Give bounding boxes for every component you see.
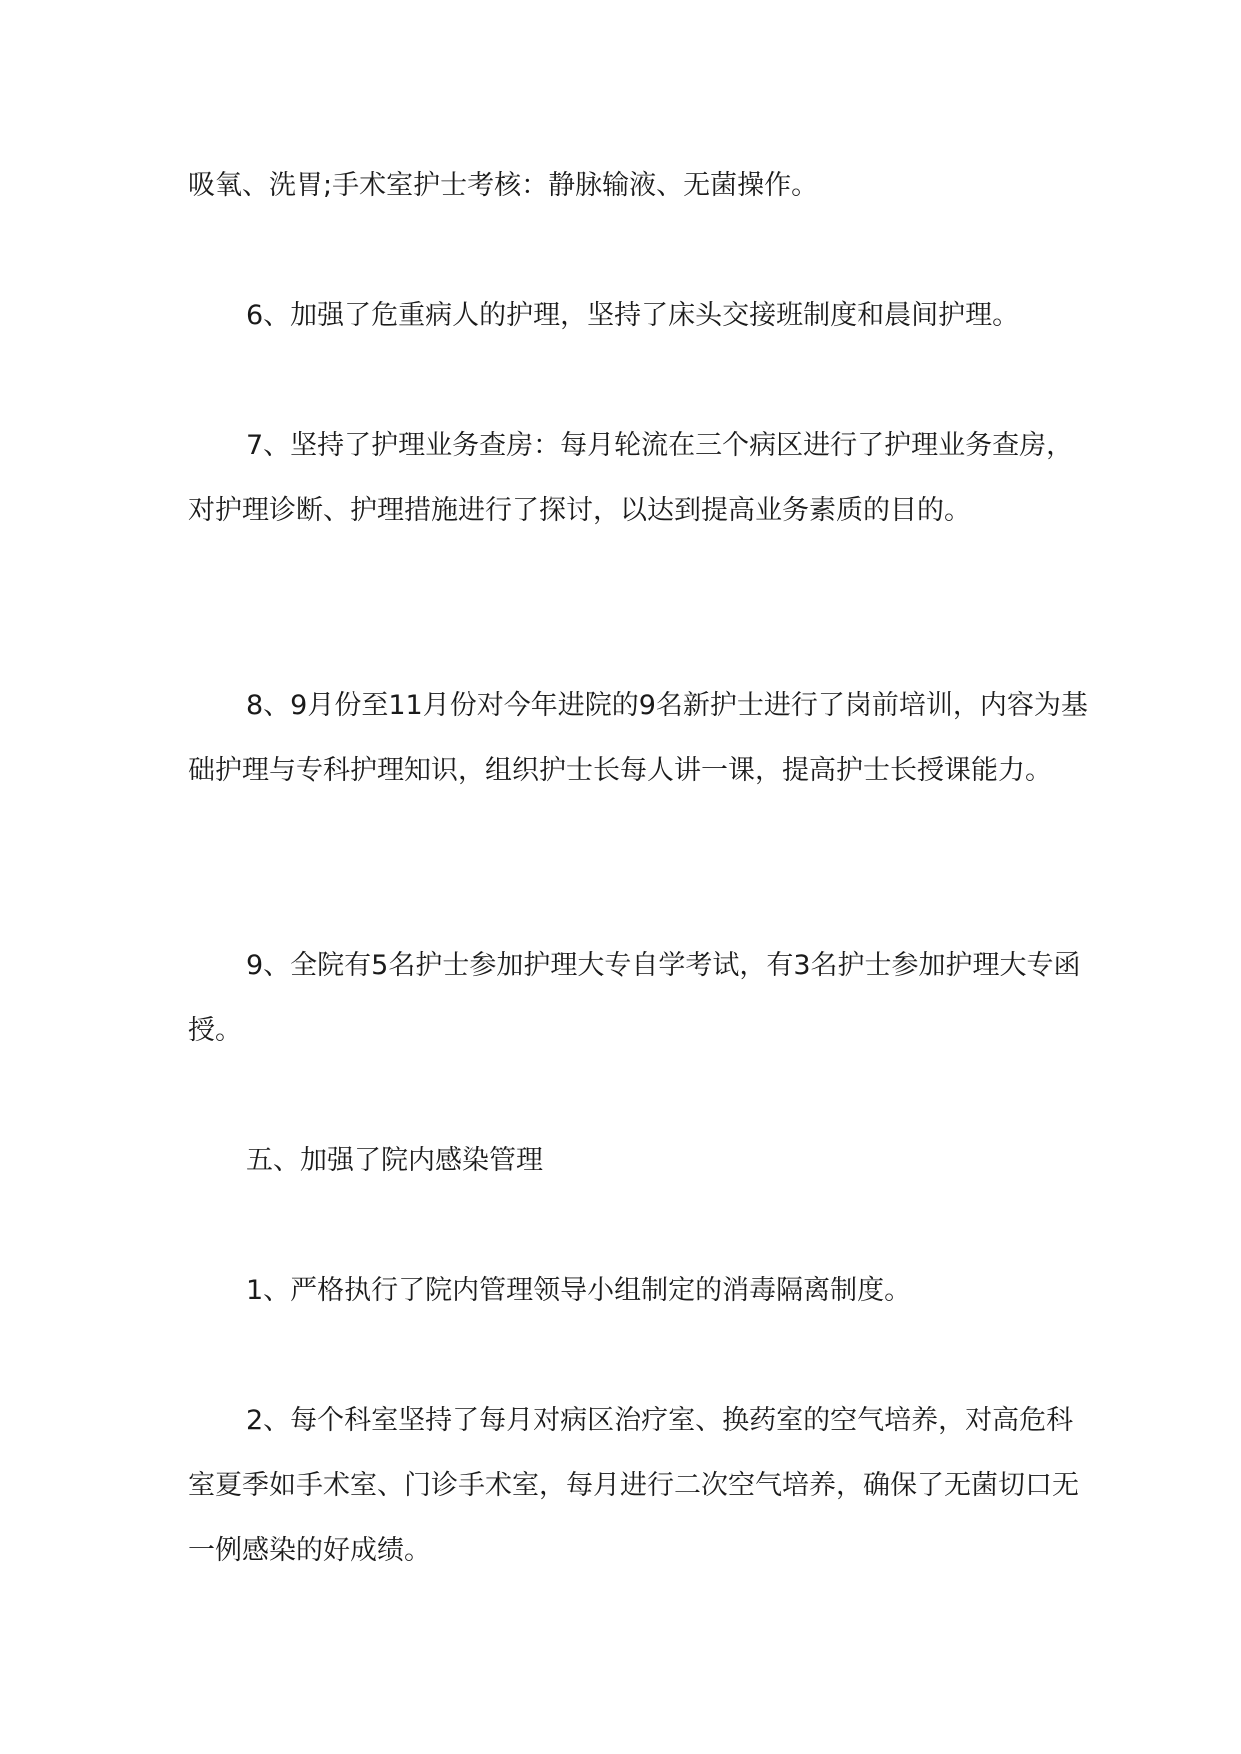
section-heading-5: 五、加强了院内感染管理	[246, 1145, 543, 1176]
paragraph-item-2: 2、每个科室坚持了每月对病区治疗室、换药室的空气培养，对高危科室夏季如手术室、门诊手术室，每月进行二次空气培养，确保了无菌切口无一例感染的好成绩。	[188, 1405, 1079, 1566]
paragraph-continuation: 吸氧、洗胃;手术室护士考核：静脉输液、无菌操作。	[188, 170, 819, 201]
paragraph-item-1: 1、严格执行了院内管理领导小组制定的消毒隔离制度。	[246, 1275, 912, 1306]
paragraph-item-8: 8、9月份至11月份对今年进院的9名新护士进行了岗前培训，内容为基础护理与专科护理知识，组织护士长每人讲一课，提高护士长授课能力。	[188, 690, 1088, 786]
paragraph-item-6: 6、加强了危重病人的护理，坚持了床头交接班制度和晨间护理。	[246, 300, 1020, 331]
paragraph-item-9: 9、全院有5名护士参加护理大专自学考试，有3名护士参加护理大专函授。	[188, 950, 1081, 1046]
paragraph-item-7: 7、坚持了护理业务查房：每月轮流在三个病区进行了护理业务查房，对护理诊断、护理措施进行了探讨，以达到提高业务素质的目的。	[188, 430, 1074, 526]
